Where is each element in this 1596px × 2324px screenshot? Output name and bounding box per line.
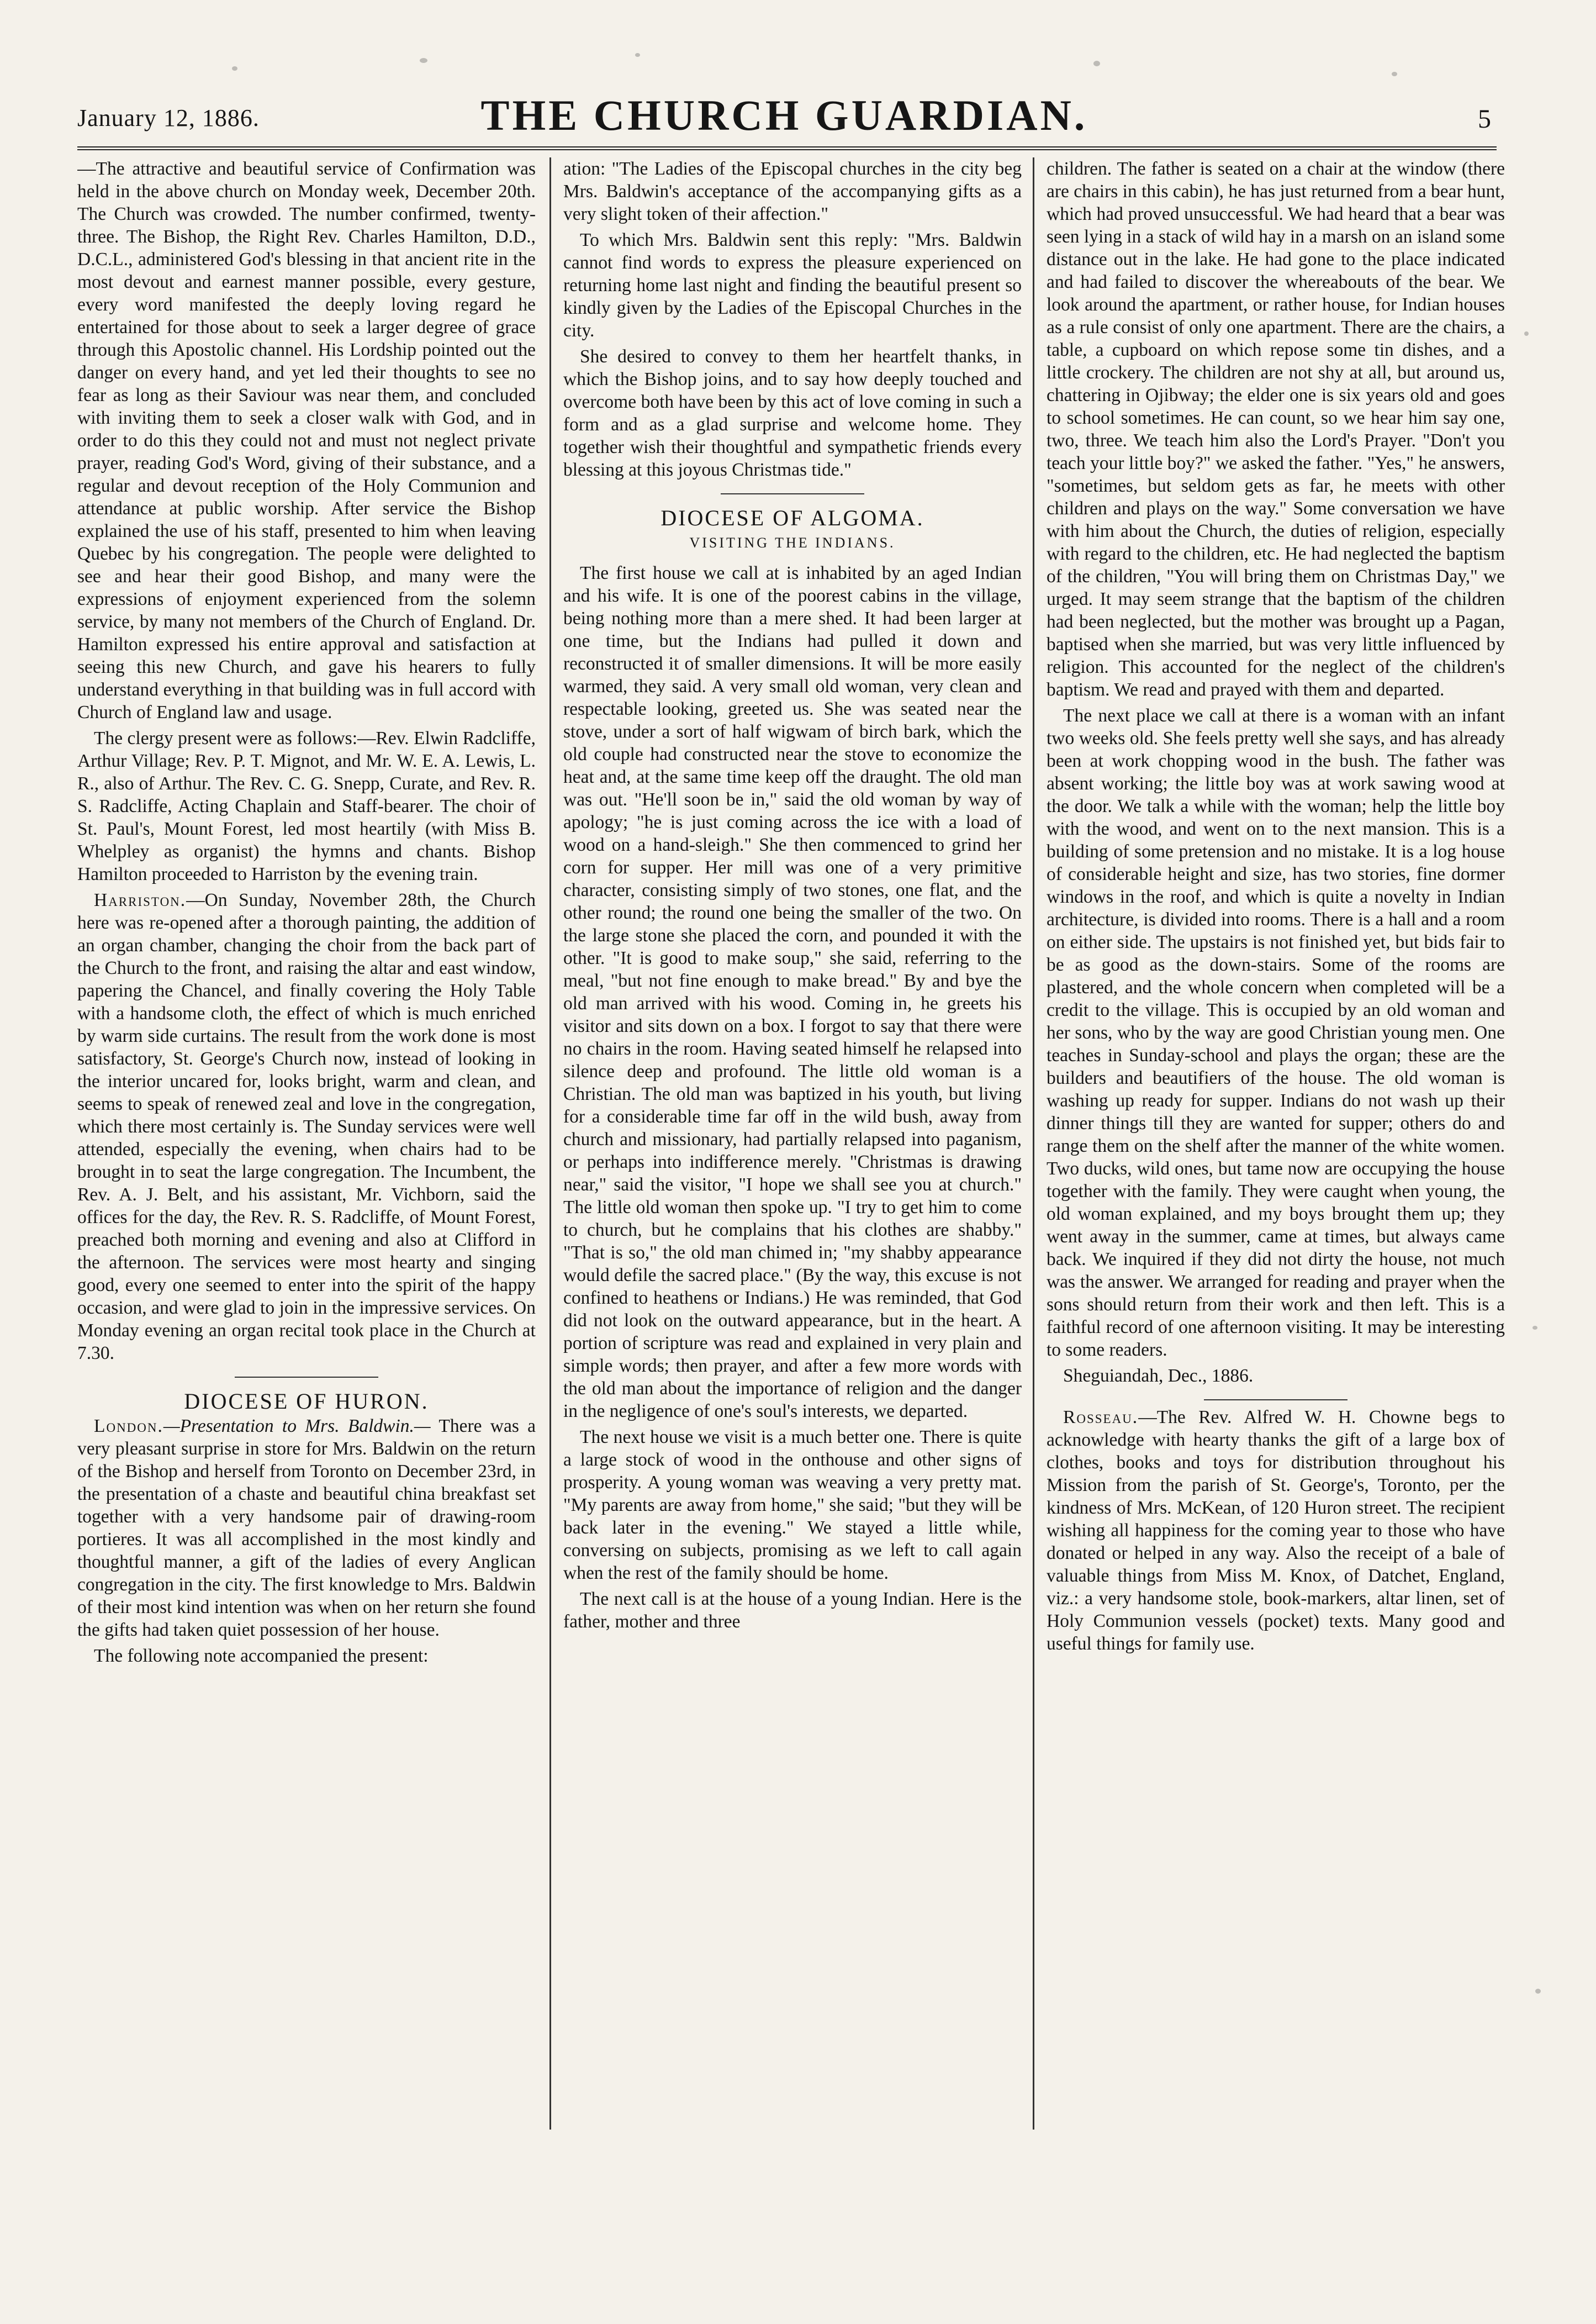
masthead (77, 83, 1491, 149)
ink-speck (1392, 72, 1397, 76)
harriston-paragraph (77, 889, 536, 1364)
rosseau-paragraph (1047, 1406, 1505, 1655)
london-subhead: —Presentation to Mrs. Baldwin.— (163, 1416, 431, 1436)
page-number: 5 (1478, 104, 1491, 134)
thanks-paragraph: She desired to convey to them her heartfelt thanks, in which the Bishop joins, and to say how deeply touched and overcome both have been by this act of love coming in such a form and as a glad surprise and welcome home. They together wish their thoughtful and sympathetic friends every blessing at this joyous Christmas tide." (563, 346, 1022, 480)
column-divider (1033, 157, 1034, 2130)
ink-speck (1535, 1989, 1541, 1994)
ink-speck (1532, 1326, 1537, 1330)
column-middle (563, 157, 1022, 2130)
masthead-rule (77, 146, 1497, 152)
column-right (1047, 157, 1505, 2130)
rosseau-text: —The Rev. Alfred W. H. Chowne begs to acknowledge with hearty thanks the gift of a large box of clothes, books and toys for distribution throughout his Mission from the parish of St. George's, Toronto, per the kindness of Mrs. McKean, of 120 Huron street. The recipient wishing all happiness for the coming year to those who have donated or helped in any way. Also the receipt of a bale of valuable things from Miss M. Knox, of Datchet, England, viz.: a very handsome stole, book-markers, altar linen, set of Holy Communion vessels (pocket) texts. Many good and useful things for family use. (1047, 1407, 1505, 1654)
ink-speck (232, 66, 237, 71)
third-house-paragraph: The next call is at the house of a young Indian. Here is the father, mother and three (563, 1589, 1022, 1632)
ink-speck (1524, 331, 1529, 336)
algoma-heading: DIOCESE OF ALGOMA. (660, 505, 924, 530)
clergy-paragraph: The clergy present were as follows:—Rev. Elwin Radcliffe, Arthur Village; Rev. P. T. Mignot, and Mr. W. E. A. Lewis, L. R., also of Arthur. The Rev. C. G. Snepp, Curate, and Rev. R. S. Radcliffe, Acting Chaplain and Staff-bearer. The choir of St. Paul's, Mount Forest, led most heartily (with Miss B. Whelpley as organist) the hymns and chants. Bishop Hamilton proceeded to Harriston by the evening train. (77, 728, 536, 884)
note-intro-paragraph: The following note accompanied the present: (94, 1646, 429, 1666)
reply-paragraph: To which Mrs. Baldwin sent this reply: "Mrs. Baldwin cannot find words to express the pleasure experienced on returning home last night and finding the beautiful present so kindly given by the Ladies of the Episcopal Churches in the city. (563, 230, 1022, 341)
confirmation-paragraph: —The attractive and beautiful service of Confirmation was held in the above church on Monday week, December 20th. The Church was crowded. The number confirmed, twenty-three. The Bishop, the Right Rev. Charles Hamilton, D.D., D.C.L., administered God's blessing in that ancient rite in the most devout and earnest manner possible, every gesture, every word manifested the deeply loving regard he entertained for those about to seek a larger degree of grace through this Apostolic channel. His Lordship pointed out the danger on every hand, and yet led their thoughts to see no fear as long as their Saviour was near them, and concluded with inviting them to seek a closer walk with God, and in order to do this they could not and must not neglect private prayer, reading God's Word, giving of their substance, and a regular and devout reception of the Holy Communion and attendance at public worship. After service the Bishop explained the use of his staff, presented to him when leaving Quebec by his congregation. The people were delighted to see and hear their good Bishop, and many were the expressions of enjoyment experienced from the solemn service, by many not members of the Church of England. Dr. Hamilton expressed his entire approval and satisfaction at seeing this new Church, and gave his hearers to fully understand everything in that building was in full accord with Church of England law and usage. (77, 159, 536, 723)
dateline-signoff: Sheguiandah, Dec., 1886. (1063, 1366, 1254, 1386)
note-paragraph: ation: "The Ladies of the Episcopal churches in the city beg Mrs. Baldwin's acceptance of the accompanying gifts as a very slight token of their affection." (563, 159, 1022, 224)
section-divider (235, 1377, 378, 1378)
column-left (77, 157, 536, 2130)
ink-speck (420, 58, 427, 63)
section-divider (721, 493, 864, 494)
ink-speck (1093, 61, 1100, 66)
first-house-paragraph: The first house we call at is inhabited by an aged Indian and his wife. It is one of the poorest cabins in the village, being nothing more than a mere shed. It had been larger at one time, but the Indians had pulled it down and reconstructed it of smaller dimensions. It will be more easily warmed, they said. A very small old woman, very clean and respectable looking, greeted us. She was seated near the stove, under a sort of half wigwam of birch bark, which the old couple had constructed near the stove to economize the heat and, at the same time keep off the draught. The old man was out. "He'll soon be in," said the old woman by way of apology; "he is just coming across the ice with a load of wood on a hand-sleigh." She then commenced to grind her corn for supper. Her mill was one of a very primitive character, consisting simply of two stones, one flat, and the other round; the round one being the smaller of the two. On the large stone she placed the corn, and pounded it with the other. "It is good to make soup," she said, referring to the meal, "but not fine enough to make bread." By and bye the old man arrived with his wood. Coming in, he greets his visitor and sits down on a box. I forgot to say that there were no chairs in the room. Having seated himself he relapsed into silence deep and profound. The little old woman is a Christian. The old man was baptized in his youth, but living for a considerable time far off in the wild bush, away from church and missionary, had partially relapsed into paganism, or perhaps into indifference merely. "Christmas is drawing near," said the visitor, "I hope we shall see you at church." The little old woman then spoke up. "I try to get him to come to church, but he complains that his clothes are shabby." "That is so," the old man chimed in; "my shabby appearance would defile the sacred place." (By the way, this excuse is not confined to heathens or Indians.) He was reminded, that God did not look on the outward appearance, but in the heart. A portion of scripture was read and explained in very plain and simple words; then prayer, and after a few more words with the old man about the importance of religion and the danger in the negligence of one's soul's interests, we departed. (563, 563, 1022, 1421)
confirmation-text: The attractive and beautiful service of Confirmation was held in the above church on Monday week, December 20th. The Church was crowded. The number confirmed, twenty-three. The Bishop, the Right Rev. Charles Hamilton, D.D., D.C.L., administered God's blessing in that ancient rite in the most devout and earnest manner possible, every gesture, every word manifested the deeply loving regard he entertained for those about to seek a larger degree of grace through this Apostolic channel. His Lordship pointed out the danger on every hand, and yet led their thoughts to see no fear as long as their Saviour was near them, and concluded with inviting them to seek a closer walk with God, and in order to do this they could not and must not neglect private prayer, reading God's Word, giving of their substance, and a regular and devout reception of the Holy Communion and attendance at public worship. After service the Bishop explained the use of his staff, presented to him when leaving Quebec by his congregation. The people were delighted to see and hear their good Bishop, and many were the expressions of enjoyment experienced from the solemn service, by many not members of the Church of England. Dr. Hamilton expressed his entire approval and satisfaction at seeing this new Church, and gave his hearers to fully understand everything in that building was in full accord with Church of England law and usage. (77, 159, 536, 723)
section-divider (1204, 1399, 1347, 1400)
second-house-paragraph: The next house we visit is a much better one. There is quite a large stock of wood in the onthouse and other signs of prosperity. A young woman was weaving a very pretty mat. "My parents are away from home," she said; "but they will be back later in the evening." We stayed a little while, conversing on subjects, promising as we left to call again when the rest of the family should be home. (563, 1427, 1022, 1583)
algoma-subheading: VISITING THE INDIANS. (689, 535, 896, 551)
issue-date: January 12, 1886. (77, 104, 260, 131)
column-divider (549, 157, 551, 2130)
children-paragraph: children. The father is seated on a chair at the window (there are chairs in this cabin), he has just returned from a bear hunt, which had proved unsuccessful. We had heard that a bear was seen lying in a stack of wild hay in a marsh on an island some distance out in the lake. He had gone to the place indicated and had failed to discover the whereabouts of the bear. We look around the apartment, or rather house, for Indian houses as a rule consist of only one apartment. There are the chairs, a table, a cupboard on which repose some tin dishes, and a little crockery. The children are not shy at all, but around us, chattering in Ojibway; the elder one is six years old and goes to school sometimes. He can count, so we hear him say one, two, three. We teach him also the Lord's Prayer. "Don't you teach your little boy?" we asked the father. "Yes," he answers, "sometimes, but seldom gets as far, he meets with other children and plays on the way." Some conversation we have with him about the Church, the duties of religion, especially with regard to the children, etc. He had neglected the baptism of the children, "You will bring them on Christmas Day," we urged. It may seem strange that the baptism of the children had been neglected, but the mother was brought up a Pagan, baptised when she married, but was very little influenced by religion. This accounted for the neglect of the children's baptism. We read and prayed with them and departed. (1047, 159, 1505, 700)
harriston-lead: Harriston. (94, 890, 187, 910)
newspaper-title: THE CHURCH GUARDIAN. (480, 91, 1088, 139)
next-place-paragraph: The next place we call at there is a woman with an infant two weeks old. She feels pretty well she says, and has already been at work chopping wood in the bush. The father was absent working; the little boy was at work sawing wood at the door. We talk a while with the woman; help the little boy with the wood, and went on to the next mansion. This is a building of some pretension and no mistake. It is a log house of considerable height and size, has two stories, fine dormer windows in the roof, and which is quite a novelty in Indian architecture, is divided into rooms. There is a hall and a room on either side. The upstairs is not finished yet, but bids fair to be as good as the down-stairs. Some of the rooms are plastered, and the whole concern when completed will be a credit to the village. This is occupied by an old woman and her sons, who by the way are good Christian young men. One teaches in Sunday-school and plays the organ; these are the builders and beautifiers of the house. The old woman is washing up ready for supper. Indians do not wash up their dinner things till they are wanted for supper; others do and range them on the shelf after the manner of the white women. Two ducks, wild ones, but tame now are occupying the house together with the family. They were caught when young, the old woman explained, and my boys brought them up; they went away in the summer, came at times, but always came back. We inquired if they did not dirty the house, not much was the answer. We arranged for reading and prayer when the sons should return from their work and then left. This is a faithful record of one afternoon visiting. It may be interesting to some readers. (1047, 705, 1505, 1360)
harriston-text: —On Sunday, November 28th, the Church here was re-opened after a thorough painting, the addition of an organ chamber, changing the choir from the back part of the Church to the front, and raising the altar and east window, papering the Chancel, and finally covering the Holy Table with a handsome cloth, the effect of which is much enriched by warm side curtains. The result from the work done is most satisfactory, St. George's Church now, instead of looking in the interior uncared for, looks bright, warm and clean, and seems to speak of renewed zeal and love in the congregation, which there most certainly is. The Sunday services were well attended, especially the evening, when chairs had to be brought in to seat the large congregation. The Incumbent, the Rev. A. J. Belt, and his assistant, Mr. Vichborn, said the offices for the day, the Rev. R. S. Radcliffe, of Mount Forest, preached both morning and evening and also at Clifford in the afternoon. The services were most hearty and singing good, every one seemed to enter into the spirit of the happy occasion, and were glad to join in the impressive services. On Monday evening an organ recital took place in the Church at 7.30. (77, 890, 536, 1363)
london-text: There was a very pleasant surprise in store for Mrs. Baldwin on the return of the Bishop and herself from Toronto on December 23rd, in the presentation of a chaste and beautiful china breakfast set together with a very handsome pair of drawing-room portieres. It was all accomplished in the most kindly and thoughtful manner, a gift of the ladies of every Anglican congregation in the city. The first knowledge to Mrs. Baldwin of their most kind intention was when on her return she found the gifts had taken quiet possession of her house. (77, 1416, 536, 1640)
london-lead: London. (94, 1416, 163, 1436)
huron-heading: DIOCESE OF HURON. (184, 1389, 429, 1414)
ink-speck (635, 53, 640, 57)
london-paragraph (77, 1415, 536, 1641)
rosseau-lead: Rosseau. (1063, 1407, 1139, 1427)
